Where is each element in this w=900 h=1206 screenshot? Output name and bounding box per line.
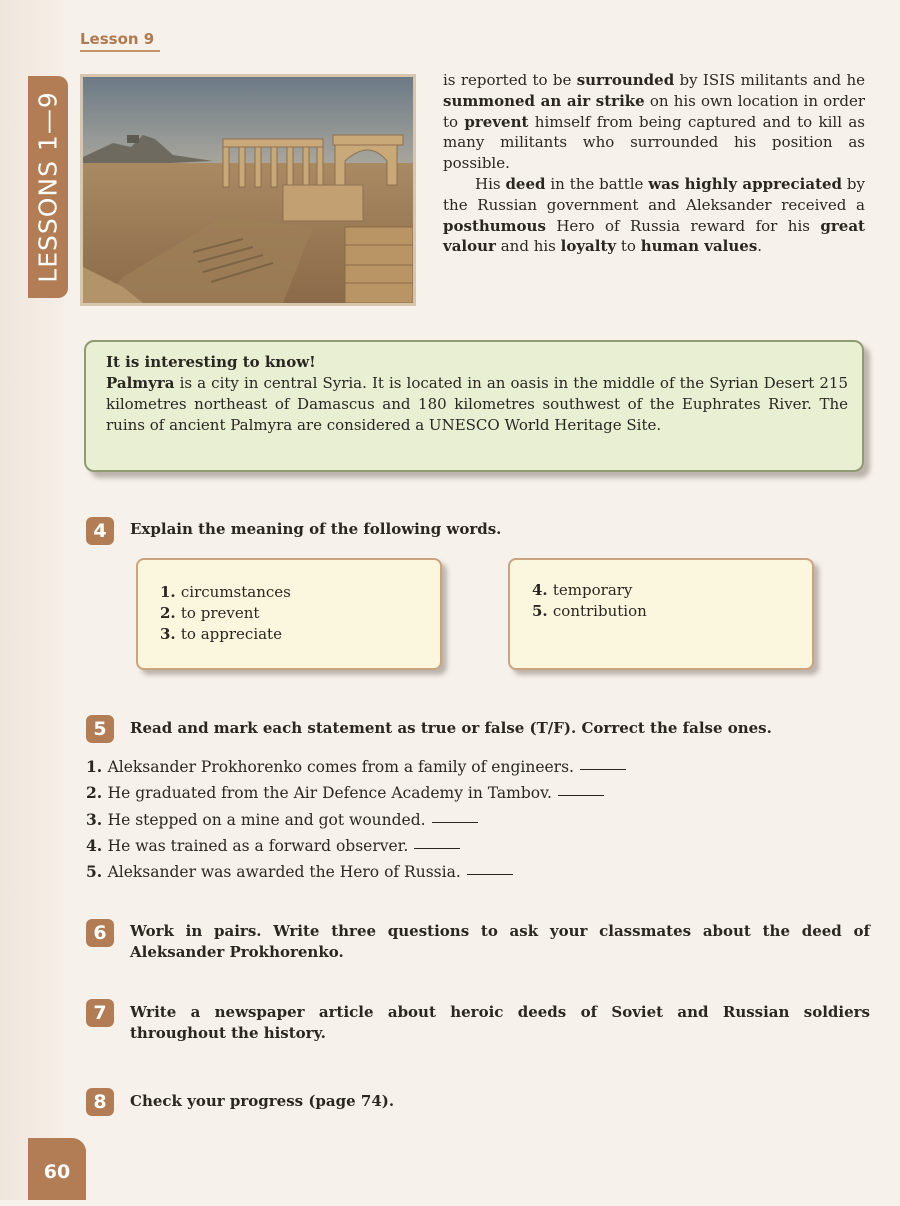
text-run: is reported to be <box>443 71 577 89</box>
vocab-number: 2. <box>160 604 181 622</box>
bold-term: prevent <box>464 112 529 131</box>
vocab-list-right <box>532 580 812 622</box>
bold-term: summoned an air strike <box>443 91 645 110</box>
vocab-box-left <box>136 558 442 670</box>
page-number: 60 <box>28 1138 86 1200</box>
vocab-number: 5. <box>532 602 553 620</box>
story-paragraph-2 <box>443 174 865 257</box>
task-4-instruction: Explain the meaning of the following words. <box>130 520 502 538</box>
task-6-number: 6 <box>86 919 114 947</box>
statement-text: He stepped on a mine and got wounded. <box>107 810 426 829</box>
text-run: is a city in central Syria. It is located in an oasis in the middle of the Syrian Desert 215 kilometres northeast of Damascus and 180 kilometres southwest of the Euphrates River. The ruins of ancient Palmyra are considered a UNESCO World Heritage Site. <box>106 374 848 434</box>
text-run: on his own location in order to <box>443 91 866 131</box>
side-tab-label: LESSONS 1—9 <box>33 91 63 283</box>
interesting-fact-box <box>84 340 864 472</box>
bold-term: human values <box>640 237 758 256</box>
statement-number: 3. <box>86 809 108 829</box>
vocab-word: to appreciate <box>180 625 282 643</box>
text-run: by the Russian government and Aleksander received a <box>443 174 865 214</box>
bold-term: posthumous <box>443 216 546 235</box>
lesson-header: Lesson 9 <box>80 30 160 52</box>
vocab-number: 4. <box>532 581 553 599</box>
vocab-word: circumstances <box>180 583 291 601</box>
text-run: himself from being captured and to kill as many militants who surrounded his position as possible. <box>443 112 865 173</box>
answer-blank[interactable] <box>580 769 626 770</box>
bold-term: deed <box>505 174 546 193</box>
vocab-word: temporary <box>552 581 633 599</box>
text-run: His <box>475 174 506 193</box>
statement-text: Aleksander Prokhorenko comes from a family of engineers. <box>107 758 574 776</box>
bold-term: Palmyra <box>106 374 175 392</box>
task-7-number: 7 <box>86 999 114 1027</box>
info-box-title: It is interesting to know! <box>106 353 316 371</box>
vocab-item <box>160 582 440 603</box>
statement-text: He graduated from the Air Defence Academy in Tambov. <box>107 784 552 803</box>
vocab-number: 3. <box>160 625 181 643</box>
bold-term: loyalty <box>560 237 617 256</box>
statement-item <box>86 833 786 859</box>
story-text <box>443 70 865 257</box>
text-run: to <box>616 237 641 256</box>
vocab-word: contribution <box>552 602 647 620</box>
text-run: by ISIS militants and he <box>674 71 865 89</box>
statement-text: Aleksander was awarded the Hero of Russia. <box>107 863 461 882</box>
vocab-item <box>160 603 440 624</box>
statement-number: 4. <box>86 835 108 855</box>
bold-term: surrounded <box>576 71 675 89</box>
bold-term: great valour <box>443 216 865 256</box>
statement-item <box>86 780 786 806</box>
lessons-side-tab <box>28 76 68 298</box>
statement-item <box>86 859 786 885</box>
bold-term: was highly appreciated <box>648 174 843 193</box>
statement-number: 5. <box>86 862 108 882</box>
statement-item <box>86 754 786 780</box>
task-7-instruction: Write a newspaper article about heroic deeds of Soviet and Russian soldiers throughout the history. <box>130 1003 870 1042</box>
statement-text: He was trained as a forward observer. <box>107 836 409 855</box>
vocab-item <box>160 624 440 645</box>
vocab-item <box>532 601 812 622</box>
vocab-box-right <box>508 558 814 670</box>
text-run: in the battle <box>545 174 649 193</box>
answer-blank[interactable] <box>432 822 478 823</box>
story-paragraph-1 <box>443 70 865 174</box>
answer-blank[interactable] <box>414 848 460 849</box>
vocab-list-left <box>160 582 440 645</box>
task-6-instruction: Work in pairs. Write three questions to ask your classmates about the deed of Aleksander Prokhorenko. <box>130 922 870 961</box>
statement-number: 1. <box>86 757 108 776</box>
info-box-body <box>106 373 848 436</box>
task-5-instruction: Read and mark each statement as true or false (T/F). Correct the false ones. <box>130 719 772 737</box>
vocab-number: 1. <box>160 583 181 601</box>
text-run: . <box>757 237 763 256</box>
palmyra-photo <box>80 74 416 306</box>
text-run: and his <box>495 237 561 256</box>
text-run: Hero of Russia reward for his <box>545 216 821 235</box>
statement-list <box>86 754 786 885</box>
task-8-instruction: Check your progress (page 74). <box>130 1092 395 1110</box>
answer-blank[interactable] <box>558 795 604 796</box>
statement-item <box>86 807 786 833</box>
answer-blank[interactable] <box>467 874 513 875</box>
task-8-number: 8 <box>86 1088 114 1116</box>
statement-number: 2. <box>86 783 108 803</box>
vocab-word: to prevent <box>180 604 260 622</box>
task-5-number: 5 <box>86 715 114 743</box>
task-4-number: 4 <box>86 517 114 545</box>
vocab-item <box>532 580 812 601</box>
